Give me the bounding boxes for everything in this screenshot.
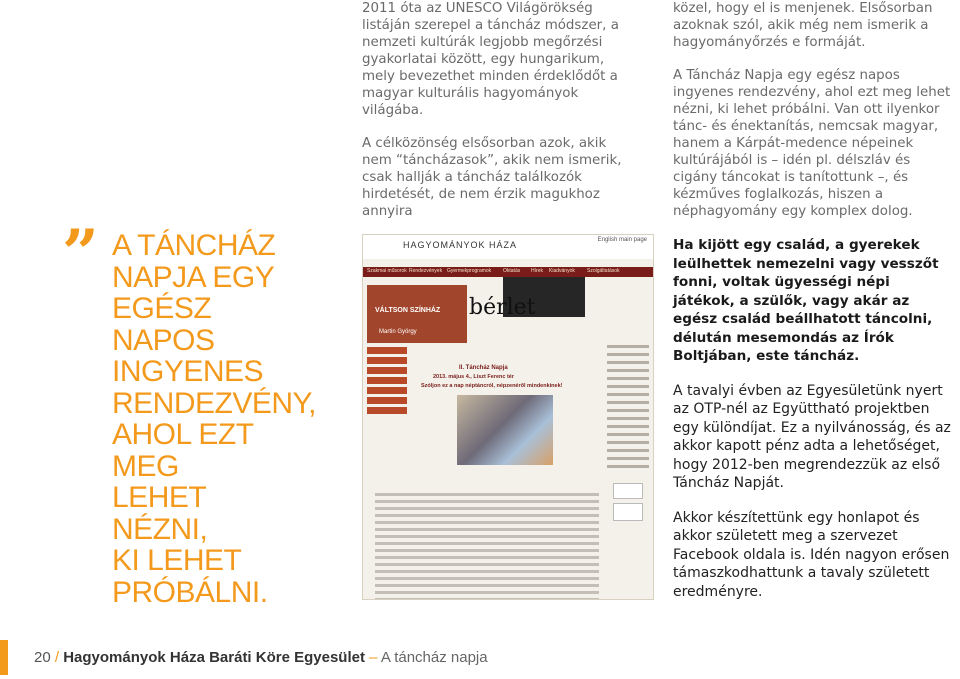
screenshot-side-item xyxy=(367,387,407,394)
screenshot-title: II. Táncház Napja xyxy=(459,365,508,371)
screenshot-lang-link: English main page xyxy=(597,237,647,243)
paragraph-bold: Ha kijött egy család, a gyerekek leülhettek nemezelni vagy vesszőt fonni, voltak ügyességi népi játékok, a szülők, vagy akár az egész család beállhatott táncolni, délután mesemondás az Írók Boltjában, este táncház. xyxy=(673,237,939,364)
screenshot-side-item xyxy=(367,397,407,404)
column-middle xyxy=(362,0,632,236)
screenshot-nav xyxy=(363,267,653,277)
page-number: 20 xyxy=(34,649,51,666)
paragraph: A Táncház Napja egy egész napos ingyenes rendezvény, ahol ezt meg lehet nézni, ki lehet próbálni. Van ott ilyenkor tánc- és énektanítás, nemcsak magyar, hanem a Kárpát-medence népeinek kultúrájából is – idén pl. délszláv és cigány táncokat is tanítottunk –, és kézműves foglalkozás, hiszen a néphagyomány egy komplex dolog. xyxy=(673,68,951,219)
screenshot-side-item xyxy=(367,377,407,384)
screenshot-poster-image xyxy=(457,395,553,465)
screenshot-header xyxy=(363,235,653,259)
screenshot-badge xyxy=(613,483,643,499)
screenshot-logo: HAGYOMÁNYOK HÁZA xyxy=(403,240,518,250)
screenshot-badge xyxy=(613,503,643,521)
paragraph: 2011 óta az UNESCO Világörökség listáján szerepel a táncház módszer, a nemzeti kultúrák legjobb megőrzési gyakorlatai között, egy hungarikum, mely bevezethet minden érdeklődőt a magyar kulturális hagyományok világába. xyxy=(362,1,619,118)
screenshot-side-menu xyxy=(367,347,407,417)
paragraph: A célközönség elsősorban azok, akik nem “táncházasok”, akik nem ismerik, csak hallják a táncház találkozók hirdetését, de nem érzik magukhoz annyira xyxy=(362,136,622,219)
paragraph: közel, hogy el is menjenek. Elsősorban azoknak szól, akik még nem ismerik a hagyományőrzés e formáját. xyxy=(673,1,933,50)
screenshot-nav-item: Szakmai műsorok xyxy=(367,268,407,274)
screenshot-side-item xyxy=(367,347,407,354)
footer-topic: A táncház napja xyxy=(380,649,488,666)
column-right xyxy=(673,0,955,617)
paragraph: Akkor készítettünk egy honlapot és akkor született meg a szervezet Facebook oldala is. Idén nagyon erősen támaszkodhattunk a tavaly született eredményre. xyxy=(673,509,950,600)
screenshot-berlet: bérlet xyxy=(469,295,536,320)
screenshot-banner-name: Martin György xyxy=(379,329,417,335)
screenshot-date: 2013. május 4., Liszt Ferenc tér xyxy=(433,374,515,380)
screenshot-nav-item: Hírek xyxy=(531,268,543,274)
screenshot-banner xyxy=(367,285,467,343)
page-footer xyxy=(34,648,488,668)
screenshot-nav-item: Rendezvények xyxy=(409,268,443,274)
footer-dash: – xyxy=(364,649,381,666)
website-screenshot xyxy=(362,234,654,600)
footer-separator: / xyxy=(50,649,64,666)
screenshot-nav-item: Gyermekprogramok xyxy=(447,268,492,274)
screenshot-right-column xyxy=(607,345,649,473)
footer-organization: Hagyományok Háza Baráti Köre Egyesület xyxy=(63,649,365,666)
pull-quote: A TÁNCHÁZ NAPJA EGY EGÉSZ NAPOS INGYENES RENDEZVÉNY, AHOL EZT MEG LEHET NÉZNI, KI LEHET PRÓBÁLNI. xyxy=(112,229,317,609)
screenshot-side-item xyxy=(367,357,407,364)
paragraph: A tavalyi évben az Egyesületünk nyert az OTP-nél az Együttható projektben egy különdíjat. Ez a nyilvánosság, és az akkor kapott pénz adta a lehetőséget, hogy 2012-ben megrendezzük az első Táncház Napját. xyxy=(673,382,951,491)
screenshot-nav-item: Kiadványok xyxy=(549,268,575,274)
screenshot-body-text xyxy=(375,493,599,600)
pull-quote-mark: ” xyxy=(62,216,99,291)
screenshot-side-item xyxy=(367,407,407,414)
screenshot-side-item xyxy=(367,367,407,374)
screenshot-banner-text: VÁLTSON SZÍNHÁZ xyxy=(375,307,441,314)
screenshot-nav-item: Oktatás xyxy=(503,268,521,274)
footer-accent-bar xyxy=(0,640,8,675)
screenshot-nav-item: Szolgáltatások xyxy=(587,268,620,274)
screenshot-subtitle: Szóljon ez a nap néptáncról, népzenéről mindenkinek! xyxy=(421,383,563,389)
